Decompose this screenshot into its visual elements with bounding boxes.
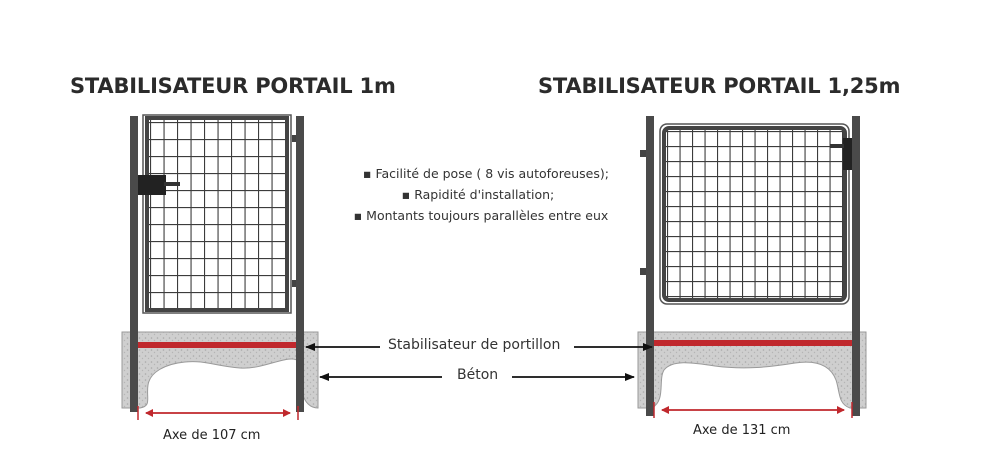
post-left-1 (130, 116, 138, 412)
feature-item: ▪ Montants toujours parallèles entre eux (353, 208, 609, 223)
axis-label-right: Axe de 131 cm (693, 423, 791, 438)
feature-item: ▪ Rapidité d'installation; (401, 187, 555, 202)
title-right: STABILISATEUR PORTAIL 1,25m (538, 74, 901, 98)
axis-measure-left (138, 406, 298, 420)
post-right-1 (646, 116, 654, 416)
stabilizer-bar-left (138, 342, 296, 348)
gate-right (640, 124, 853, 304)
label-stabilisateur: Stabilisateur de portillon (388, 337, 561, 353)
post-right-2 (852, 116, 860, 416)
feature-item: ▪ Facilité de pose ( 8 vis autoforeuses); (363, 166, 609, 181)
label-beton: Béton (457, 367, 499, 383)
post-left-2 (296, 116, 304, 412)
title-left: STABILISATEUR PORTAIL 1m (70, 74, 396, 98)
feature-list (330, 163, 630, 226)
stabilizer-bar-right (654, 340, 852, 346)
axis-measure-right (654, 402, 852, 418)
axis-label-left: Axe de 107 cm (163, 428, 261, 443)
gate-left (136, 115, 302, 313)
